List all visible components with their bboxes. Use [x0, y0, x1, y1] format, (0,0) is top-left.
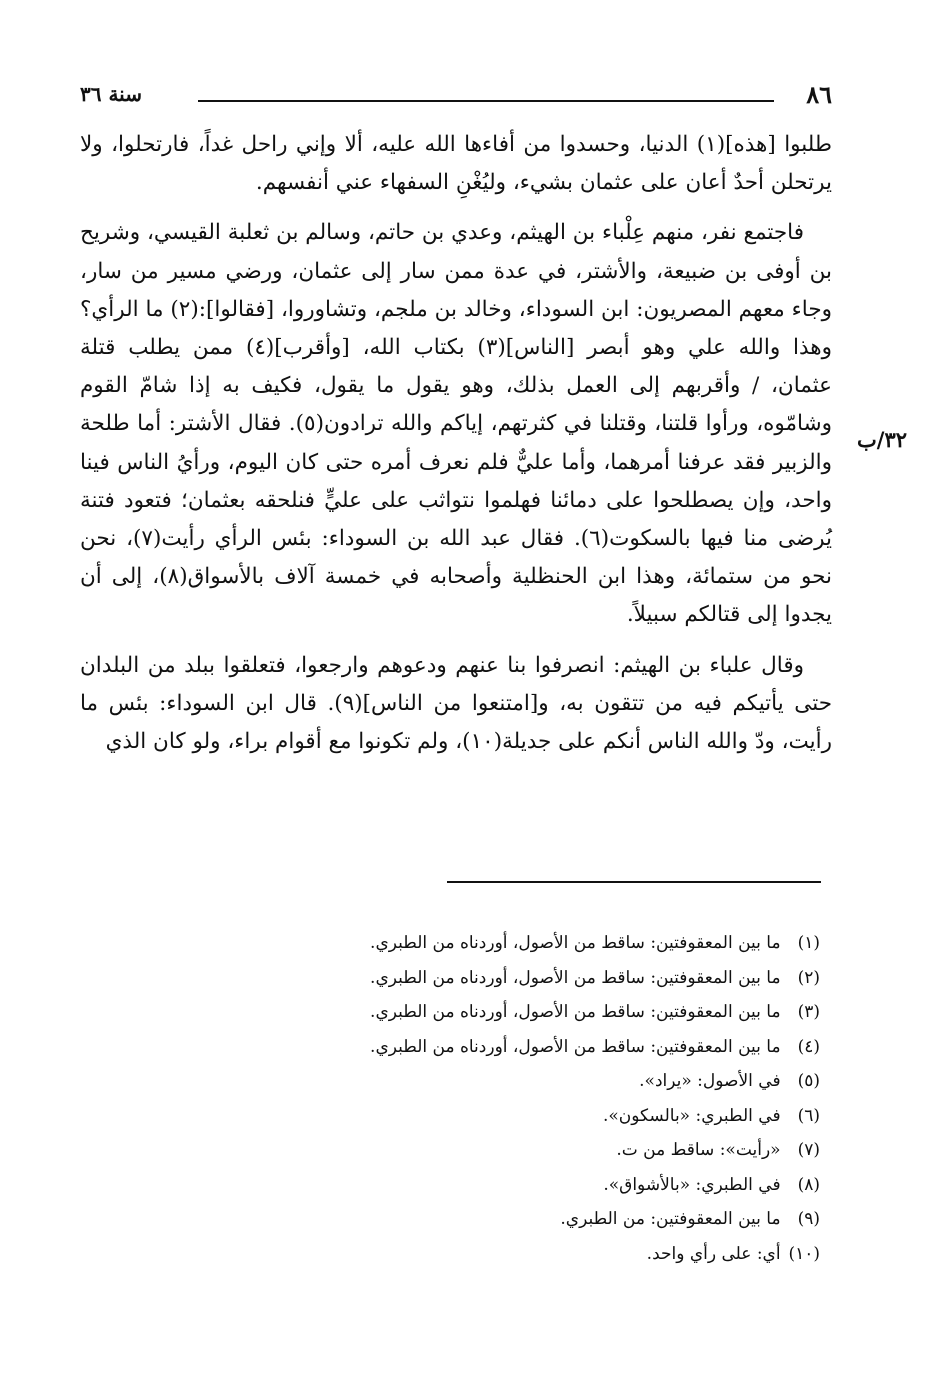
footnote-text: ما بين المعقوفتين: ساقط من الأصول، أوردناه من الطبري. — [370, 1036, 781, 1057]
footnote-label: (٢) — [797, 967, 820, 988]
footnote-label: (٧) — [797, 1140, 820, 1160]
header-rule — [198, 100, 774, 102]
footnote-item — [80, 1202, 820, 1237]
footnote-label: (٩) — [797, 1209, 820, 1229]
footnote-label: (١٠) — [788, 1243, 820, 1264]
footnote-text: ما بين المعقوفتين: ساقط من الأصول، أوردناه من الطبري. — [370, 967, 781, 988]
footnote-label: (٨) — [797, 1174, 820, 1195]
running-header — [80, 80, 832, 110]
footnote-text: ما بين المعقوفتين: من الطبري. — [560, 1209, 781, 1229]
footnote-text: في الطبري: «بالسكون». — [602, 1105, 781, 1126]
footnote-item — [80, 1099, 820, 1134]
footnote-item — [80, 1064, 820, 1099]
paragraph-1: طلبوا [هذه](١) الدنيا، وحسدوا من أفاءها الله عليه، ألا وإني راحل غداً، فارتحلوا، ولا يرتحلن أحدٌ أعان على عثمان بشيء، وليُغْنِ السفهاء عني أنفسهم. — [80, 132, 833, 196]
footnotes-list — [80, 926, 820, 1271]
footnote-label: (٦) — [797, 1105, 820, 1126]
footnote-text: «رأيت»: ساقط من ت. — [616, 1140, 781, 1160]
footnote-label: (٥) — [797, 1071, 820, 1091]
page-number: ٨٦ — [806, 80, 832, 109]
footnote-item — [80, 1168, 820, 1203]
footnote-item — [80, 926, 820, 961]
footnote-text: ما بين المعقوفتين: ساقط من الأصول، أوردناه من الطبري. — [370, 1002, 781, 1022]
paragraph-2: فاجتمع نفر، منهم عِلْباء بن الهيثم، وعدي بن حاتم، وسالم بن ثعلبة القيسي، وشريح بن أوفى بن ضبيعة، والأشتر، في عدة ممن سار إلى عثمان، ورضي مسير من سار، وجاء معهم المصريون: ابن السوداء، وخالد بن ملجم، وتشاوروا، [فقالوا]:(٢) ما الرأي؟ وهذا والله علي وهو أبصر [الناس](٣) بكتاب الله، [وأقرب](٤) ممن يطلب قتلة عثمان، / وأقربهم إلى العمل بذلك، وهو يقول ما يقول، فكيف به إذا شامّ القوم وشامّوه، ورأوا قلتنا، وقتلنا في كثرتهم، إياكم والله ترادون(٥). فقال الأشتر: أما طلحة والزبير فقد عرفنا أمرهما، وأما عليٌّ فلم نعرف أمره حتى كان اليوم، ورأيُ الناس فينا واحد، وإن يصطلحوا على دمائنا فهلموا نتواثب على عليٍّ فنلحقه بعثمان؛ فتعود فتنة يُرضى منا فيها بالسكوت(٦). فقال عبد الله بن السوداء: بئس الرأي رأيت(٧)، نحن نحو من ستمائة، وهذا ابن الحنظلية وأصحابه في خمسة آلاف بالأسواق(٨)، إلى أن يجدوا إلى قتالكم سبيلاً. — [80, 220, 833, 628]
footnote-item — [80, 961, 820, 996]
footnote-label: (١) — [797, 933, 820, 953]
footnote-text: ما بين المعقوفتين: ساقط من الأصول، أوردناه من الطبري. — [370, 933, 781, 953]
footnote-item — [80, 1030, 820, 1065]
paragraph-3: وقال علباء بن الهيثم: انصرفوا بنا عنهم ودعوهم وارجعوا، فتعلقوا ببلد من البلدان حتى يأتيكم فيه من تتقون به، و[امتنعوا من الناس](٩). قال ابن السوداء: بئس ما رأيت، ودّ والله الناس أنكم على جديلة(١٠)، ولم تكونوا مع أقوام براء، ولو كان الذي — [80, 652, 832, 755]
footnote-item — [80, 1133, 820, 1168]
footnote-item — [80, 1237, 820, 1272]
footnote-separator — [447, 881, 821, 883]
manuscript-folio-marker: ٣٢/ب — [856, 427, 907, 452]
footnote-text: أي: على رأي واحد. — [646, 1243, 781, 1264]
footnote-label: (٤) — [797, 1036, 820, 1057]
running-title-year: سنة ٣٦ — [80, 82, 142, 106]
footnote-text: في الطبري: «بالأشواق». — [603, 1174, 781, 1195]
footnote-item — [80, 995, 820, 1030]
footnote-label: (٣) — [797, 1002, 820, 1022]
footnote-text: في الأصول: «يراد». — [639, 1071, 781, 1091]
main-text — [80, 126, 832, 773]
